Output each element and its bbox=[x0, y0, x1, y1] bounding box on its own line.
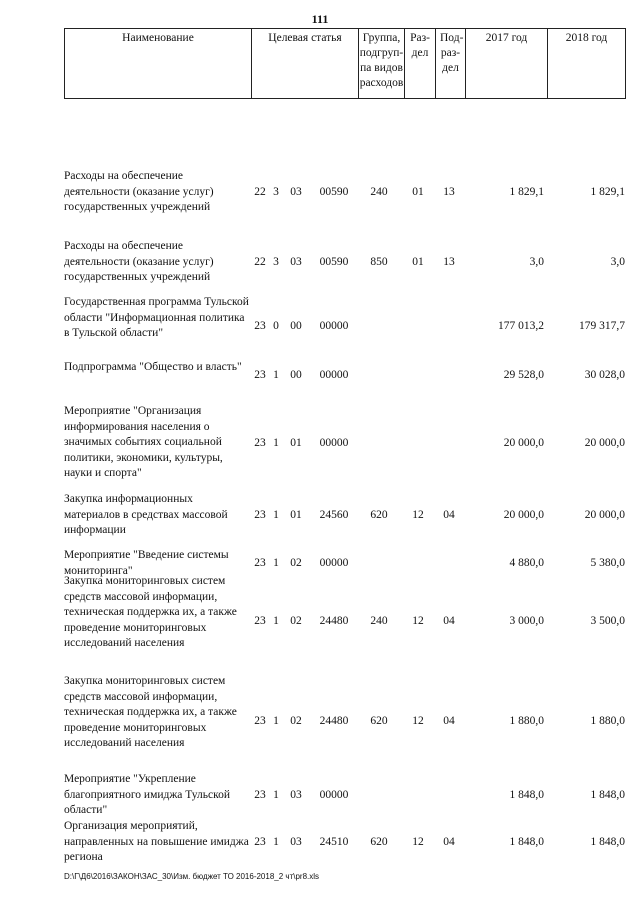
target-code-direction: 00000 bbox=[319, 789, 349, 801]
file-path-footer: D:\Г\Д6\2016\ЗАКОН\ЗАС_30\Изм. бюджет ТО 2016-2018_2 чт\pr8.xls bbox=[64, 872, 320, 881]
row-name: Мероприятие "Укрепление благоприятного имиджа Тульской области" bbox=[64, 773, 230, 817]
target-code-direction: 00000 bbox=[319, 437, 349, 449]
target-code-event: 03 bbox=[290, 789, 302, 801]
target-code-event: 01 bbox=[290, 509, 302, 521]
amount-2017: 177 013,2 bbox=[498, 320, 544, 332]
header-razdel: Раз-дел bbox=[404, 29, 435, 98]
header-target: Целевая статья bbox=[251, 29, 358, 98]
subsection: 04 bbox=[443, 715, 455, 727]
row-name: Государственная программа Тульской области "Информационная политика в Тульской области" bbox=[64, 296, 249, 340]
amount-2018: 3,0 bbox=[610, 256, 625, 268]
target-code-program: 22 bbox=[254, 186, 266, 198]
row-name: Мероприятие "Введение системы мониторинга" bbox=[64, 549, 229, 577]
target-code-direction: 00000 bbox=[319, 557, 349, 569]
target-code-subprogram: 1 bbox=[273, 369, 279, 381]
amount-2018: 179 317,7 bbox=[579, 320, 625, 332]
target-code-direction: 24510 bbox=[319, 836, 349, 848]
target-code-event: 00 bbox=[290, 320, 302, 332]
row-name: Расходы на обеспечение деятельности (оказание услуг) государственных учреждений bbox=[64, 170, 214, 214]
target-code-program: 23 bbox=[254, 509, 266, 521]
amount-2017: 3,0 bbox=[529, 256, 544, 268]
target-code-direction: 00000 bbox=[319, 369, 349, 381]
subsection: 13 bbox=[443, 256, 455, 268]
target-code-subprogram: 3 bbox=[273, 256, 279, 268]
row-name: Подпрограмма "Общество и власть" bbox=[64, 361, 242, 373]
page-number: 111 bbox=[311, 12, 329, 26]
amount-2018: 5 380,0 bbox=[590, 557, 625, 569]
section: 12 bbox=[412, 836, 424, 848]
target-code-program: 23 bbox=[254, 369, 266, 381]
target-code-program: 23 bbox=[254, 320, 266, 332]
row-name: Закупка информационных материалов в средствах массовой информации bbox=[64, 493, 228, 537]
header-group: Группа, подгруп-па видов расходов bbox=[358, 29, 404, 98]
section: 01 bbox=[412, 256, 424, 268]
table-header bbox=[64, 28, 626, 99]
table-row bbox=[64, 239, 626, 287]
expense-type: 620 bbox=[370, 715, 388, 727]
table-row bbox=[64, 819, 626, 867]
section: 12 bbox=[412, 715, 424, 727]
target-code-event: 03 bbox=[290, 186, 302, 198]
target-code-subprogram: 1 bbox=[273, 509, 279, 521]
section: 12 bbox=[412, 615, 424, 627]
amount-2018: 30 028,0 bbox=[584, 369, 625, 381]
row-name: Закупка мониторинговых систем средств массовой информации, техническая поддержка их, а также проведение мониторинговых исследований населения bbox=[64, 675, 237, 750]
target-code-program: 23 bbox=[254, 789, 266, 801]
target-code-program: 23 bbox=[254, 836, 266, 848]
amount-2017: 3 000,0 bbox=[509, 615, 544, 627]
target-code-subprogram: 1 bbox=[273, 437, 279, 449]
target-code-direction: 00590 bbox=[319, 186, 349, 198]
amount-2018: 1 880,0 bbox=[590, 715, 625, 727]
subsection: 04 bbox=[443, 836, 455, 848]
amount-2017: 1 829,1 bbox=[509, 186, 544, 198]
budget-table bbox=[64, 28, 626, 864]
amount-2018: 20 000,0 bbox=[584, 437, 625, 449]
table-row bbox=[64, 360, 626, 392]
subsection: 13 bbox=[443, 186, 455, 198]
target-code-program: 22 bbox=[254, 256, 266, 268]
amount-2017: 29 528,0 bbox=[503, 369, 544, 381]
amount-2017: 20 000,0 bbox=[503, 437, 544, 449]
target-code-program: 23 bbox=[254, 615, 266, 627]
table-row bbox=[64, 574, 626, 670]
target-code-program: 23 bbox=[254, 437, 266, 449]
amount-2018: 1 848,0 bbox=[590, 789, 625, 801]
target-code-event: 02 bbox=[290, 557, 302, 569]
target-code-program: 23 bbox=[254, 557, 266, 569]
target-code-event: 03 bbox=[290, 836, 302, 848]
row-name: Закупка мониторинговых систем средств массовой информации, техническая поддержка их, а также проведение мониторинговых исследований населения bbox=[64, 575, 237, 650]
section: 12 bbox=[412, 509, 424, 521]
section: 01 bbox=[412, 186, 424, 198]
target-code-subprogram: 1 bbox=[273, 789, 279, 801]
target-code-direction: 00590 bbox=[319, 256, 349, 268]
target-code-event: 02 bbox=[290, 715, 302, 727]
target-code-subprogram: 1 bbox=[273, 615, 279, 627]
amount-2017: 1 848,0 bbox=[509, 789, 544, 801]
expense-type: 850 bbox=[370, 256, 388, 268]
expense-type: 620 bbox=[370, 509, 388, 521]
header-year-2017: 2017 год bbox=[465, 29, 547, 98]
row-name: Мероприятие "Организация информирования населения о значимых событиях социальной политики, экономики, культуры, науки и спорта" bbox=[64, 405, 223, 480]
header-podrazdel: Под-раз-дел bbox=[435, 29, 465, 98]
target-code-subprogram: 1 bbox=[273, 557, 279, 569]
amount-2017: 20 000,0 bbox=[503, 509, 544, 521]
target-code-event: 03 bbox=[290, 256, 302, 268]
header-name: Наименование bbox=[122, 32, 194, 44]
target-code-subprogram: 1 bbox=[273, 836, 279, 848]
expense-type: 240 bbox=[370, 186, 388, 198]
amount-2018: 20 000,0 bbox=[584, 509, 625, 521]
target-code-direction: 24480 bbox=[319, 615, 349, 627]
amount-2018: 1 848,0 bbox=[590, 836, 625, 848]
target-code-direction: 24480 bbox=[319, 715, 349, 727]
table-row bbox=[64, 492, 626, 540]
table-row bbox=[64, 169, 626, 217]
target-code-subprogram: 1 bbox=[273, 715, 279, 727]
amount-2018: 3 500,0 bbox=[590, 615, 625, 627]
table-row bbox=[64, 295, 626, 359]
target-code-subprogram: 0 bbox=[273, 320, 279, 332]
amount-2017: 4 880,0 bbox=[509, 557, 544, 569]
row-name: Расходы на обеспечение деятельности (оказание услуг) государственных учреждений bbox=[64, 240, 214, 284]
subsection: 04 bbox=[443, 615, 455, 627]
target-code-event: 00 bbox=[290, 369, 302, 381]
amount-2018: 1 829,1 bbox=[590, 186, 625, 198]
table-row bbox=[64, 674, 626, 770]
table-row bbox=[64, 772, 626, 820]
amount-2017: 1 880,0 bbox=[509, 715, 544, 727]
target-code-event: 01 bbox=[290, 437, 302, 449]
target-code-subprogram: 3 bbox=[273, 186, 279, 198]
target-code-program: 23 bbox=[254, 715, 266, 727]
target-code-direction: 00000 bbox=[319, 320, 349, 332]
subsection: 04 bbox=[443, 509, 455, 521]
table-row bbox=[64, 404, 626, 484]
expense-type: 620 bbox=[370, 836, 388, 848]
target-code-direction: 24560 bbox=[319, 509, 349, 521]
amount-2017: 1 848,0 bbox=[509, 836, 544, 848]
row-name: Организация мероприятий, направленных на повышение имиджа региона bbox=[64, 820, 249, 864]
target-code-event: 02 bbox=[290, 615, 302, 627]
header-year-2018: 2018 год bbox=[547, 29, 625, 98]
expense-type: 240 bbox=[370, 615, 388, 627]
